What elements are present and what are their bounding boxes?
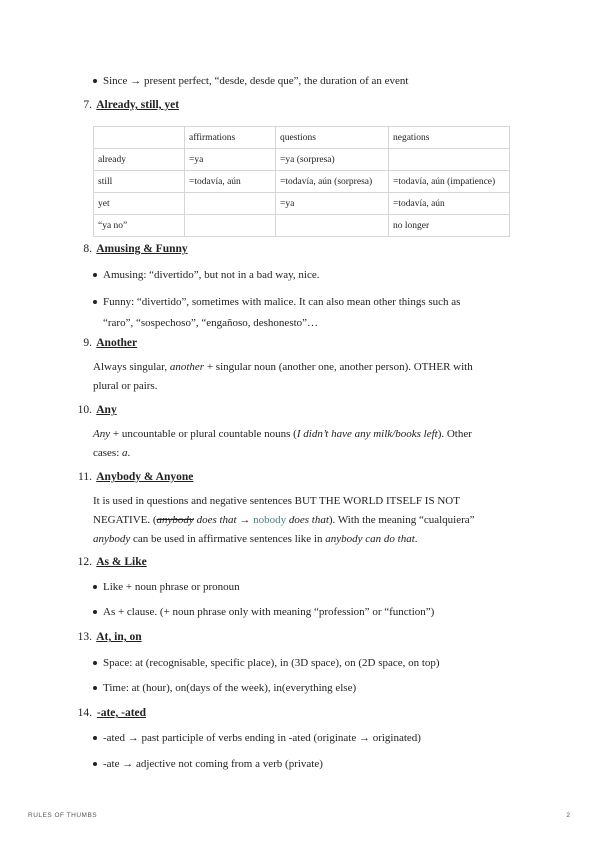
section-title: Any [96, 404, 117, 416]
bullet-funny [103, 292, 540, 334]
table-row [94, 193, 510, 215]
section-heading-amusing-funny [74, 243, 188, 255]
table-row [94, 149, 510, 171]
any-paragraph [93, 425, 520, 463]
section-heading-anybody-anyone [74, 471, 193, 483]
section-title: Already, still, yet [96, 99, 180, 111]
bullet-ate: -ate → adjective not coming from a verb (private) [103, 754, 540, 775]
table-header-row [94, 127, 510, 149]
text-run: . [127, 447, 131, 459]
table-cell [389, 149, 510, 171]
text-run: cases: [93, 447, 123, 459]
text-run-italic: another [169, 361, 205, 373]
text-run: can be used in affirmative sentences like in [130, 533, 326, 545]
table-cell: already [94, 149, 185, 171]
text-run-italic: I didn’t have any milk/books left [296, 428, 438, 440]
text-run-highlight: nobody [253, 514, 287, 526]
section-title: Anybody & Anyone [96, 471, 194, 483]
text-run-italic: Any [93, 428, 111, 440]
text-run: . [414, 533, 418, 545]
table-cell: “ya no” [94, 215, 185, 237]
bullet-space: Space: at (recognisable, specific place), in (3D space), on (2D space, on top) [103, 653, 540, 674]
text-run: NEGATIVE. ( [93, 514, 157, 526]
section-number: 12. [77, 556, 92, 568]
anybody-paragraph [93, 492, 520, 549]
bullet-funny-line-1: Funny: “divertido”, sometimes with malice. It can also mean other things such as [103, 296, 461, 308]
section-heading-another [74, 337, 137, 349]
text-run-italic: does that [286, 514, 329, 526]
table-header-cell [94, 127, 185, 149]
table-cell: still [94, 171, 185, 193]
text-run: + singular noun (another one, another person). OTHER with [204, 361, 473, 373]
section-title: -ate, -ated [96, 707, 147, 719]
section-heading-ate-ated [74, 707, 146, 719]
section-number: 10. [77, 404, 92, 416]
table-cell [185, 193, 276, 215]
bullet-funny-line-2: “raro”, “sospechoso”, “engañoso, deshonesto”… [103, 317, 319, 329]
section-number: 13. [77, 631, 92, 643]
table-cell: =todavía, aún (sorpresa) [276, 171, 389, 193]
table-cell: =todavía, aún [185, 171, 276, 193]
text-run-italic: anybody can do that [325, 533, 415, 545]
text-run-struck: anybody [156, 514, 194, 526]
text-run: ). Other [437, 428, 472, 440]
table-row [94, 171, 510, 193]
section-number: 8. [83, 243, 92, 255]
another-paragraph [93, 358, 520, 396]
section-heading-as-like [74, 556, 147, 568]
table-cell: =ya [185, 149, 276, 171]
bullet-ated: -ated → past participle of verbs ending in -ated (originate → originated) [103, 728, 540, 749]
section-heading-already-still-yet [74, 99, 179, 111]
bullet-like: Like + noun phrase or pronoun [103, 577, 540, 598]
table-cell [185, 215, 276, 237]
bullet-since: Since → present perfect, “desde, desde que”, the duration of an event [103, 71, 540, 92]
page-number: 2 [566, 812, 570, 819]
section-number: 7. [83, 99, 92, 111]
section-title: As & Like [96, 556, 147, 568]
section-title: Another [96, 337, 138, 349]
text-run: It is used in questions and negative sentences BUT THE WORLD ITSELF IS NOT [93, 495, 460, 507]
table-cell: =todavía, aún (impatience) [389, 171, 510, 193]
section-title: At, in, on [96, 631, 142, 643]
bullet-amusing: Amusing: “divertido”, but not in a bad way, nice. [103, 265, 540, 286]
arrow-text: → [236, 514, 254, 526]
text-run-italic: a [122, 447, 128, 459]
text-run: + uncountable or plural countable nouns ( [110, 428, 297, 440]
bullet-as: As + clause. (+ noun phrase only with meaning “profession” or “function”) [103, 602, 540, 623]
section-number: 14. [77, 707, 92, 719]
already-still-yet-table [93, 126, 510, 237]
text-run: plural or pairs. [93, 380, 158, 392]
table-header-cell: negations [389, 127, 510, 149]
text-run: ). With the meaning “cualquiera” [328, 514, 475, 526]
footer-title: RULES OF THUMBS [28, 812, 98, 819]
table-cell: yet [94, 193, 185, 215]
section-number: 9. [83, 337, 92, 349]
table-header-cell: questions [276, 127, 389, 149]
text-run-italic: anybody [93, 533, 131, 545]
section-heading-any [74, 404, 117, 416]
section-number: 11. [78, 471, 92, 483]
table-cell [276, 215, 389, 237]
section-heading-at-in-on [74, 631, 142, 643]
bullet-time: Time: at (hour), on(days of the week), in(everything else) [103, 678, 540, 699]
section-title: Amusing & Funny [96, 243, 188, 255]
table-header-cell: affirmations [185, 127, 276, 149]
table-cell: =todavía, aún [389, 193, 510, 215]
table-cell: =ya (sorpresa) [276, 149, 389, 171]
table-cell: =ya [276, 193, 389, 215]
table-row [94, 215, 510, 237]
text-run: Always singular, [93, 361, 170, 373]
text-run-italic: does that [193, 514, 237, 526]
table-cell: no longer [389, 215, 510, 237]
